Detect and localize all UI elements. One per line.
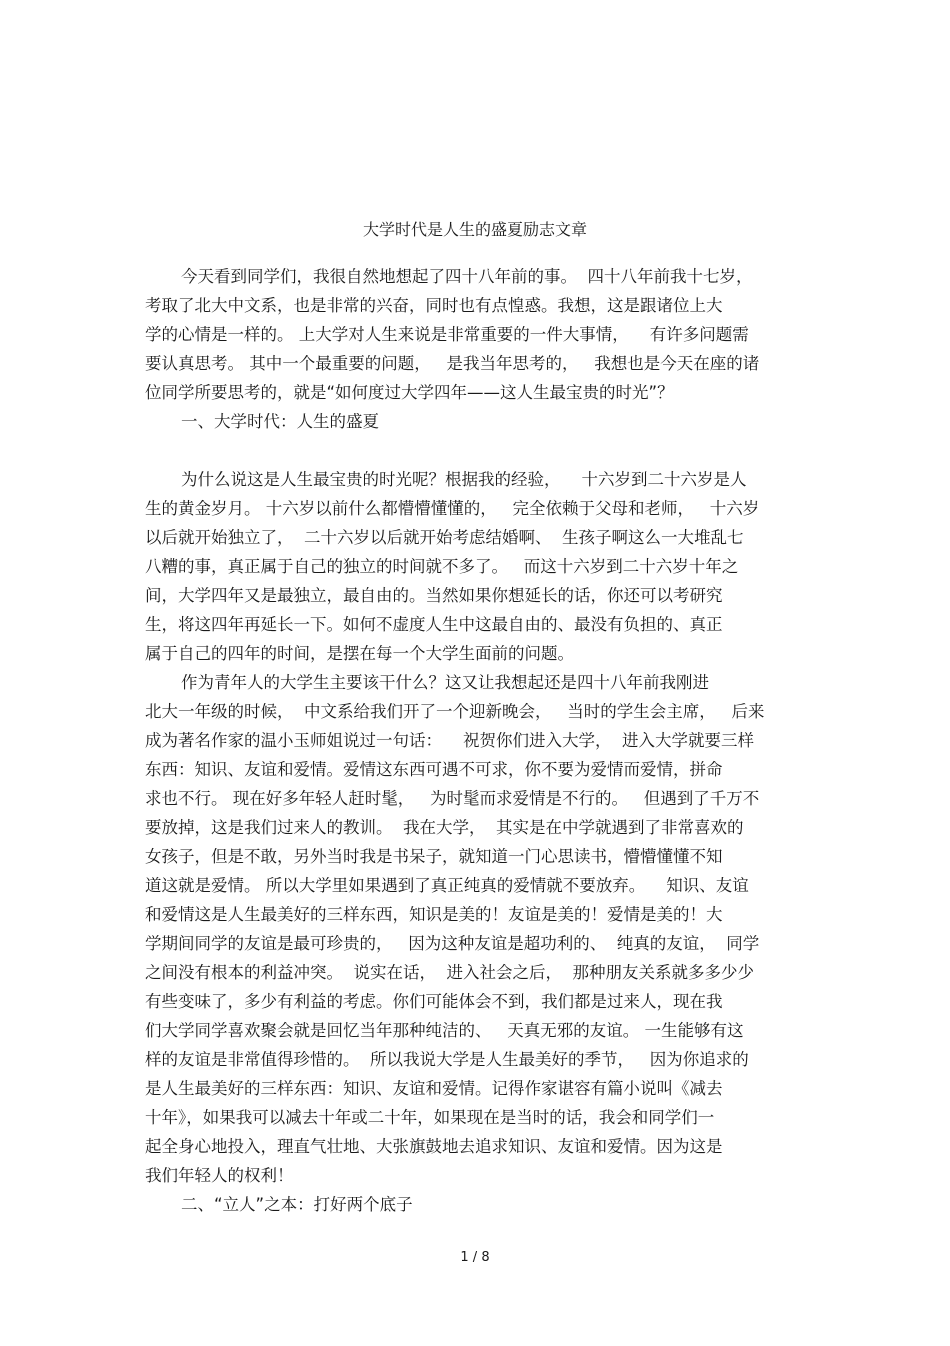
text-line: 属于自己的四年的时间，是摆在每一个大学生面前的问题。 xyxy=(145,644,574,663)
blank-line xyxy=(145,436,815,465)
text-line: 生的黄金岁月。 十六岁以前什么都懵懵懂懂的， 完全依赖于父母和老师， 十六岁 xyxy=(145,499,760,518)
text-line: 女孩子，但是不敢，另外当时我是书呆子，就知道一门心思读书，懵懵懂懂不知 xyxy=(145,847,723,866)
text-line: 间，大学四年又是最独立，最自由的。当然如果你想延长的话，你还可以考研究 xyxy=(145,586,723,605)
text-line: 样的友谊是非常值得珍惜的。 所以我说大学是人生最美好的季节， 因为你追求的 xyxy=(145,1050,749,1069)
text-line: 成为著名作家的温小玉师姐说过一句话： 祝贺你们进入大学， 进入大学就要三样 xyxy=(145,731,754,750)
page-number: 1 / 8 xyxy=(460,1250,490,1265)
text-line: 之间没有根本的利益冲突。 说实在话， 进入社会之后， 那种朋友关系就多多少少 xyxy=(145,963,754,982)
document-title: 大学时代是人生的盛夏励志文章 xyxy=(362,220,587,239)
text-line: 东西：知识、友谊和爱情。爱情这东西可遇不可求，你不要为爱情而爱情，拼命 xyxy=(145,760,723,779)
text-line: 考取了北大中文系，也是非常的兴奋，同时也有点惶惑。我想，这是跟诸位上大 xyxy=(145,296,723,315)
text-line: 学期间同学的友谊是最可珍贵的， 因为这种友谊是超功利的、 纯真的友谊， 同学 xyxy=(145,934,760,953)
text-line: 和爱情这是人生最美好的三样东西，知识是美的！友谊是美的！爱情是美的！大 xyxy=(145,905,723,924)
text-line: 一、大学时代：人生的盛夏 xyxy=(181,412,379,431)
text-line: 十年》，如果我可以减去十年或二十年，如果现在是当时的话，我会和同学们一 xyxy=(145,1108,715,1127)
text-line: 北大一年级的时候， 中文系给我们开了一个迎新晚会， 当时的学生会主席， 后来 xyxy=(145,702,765,721)
text-line: 要认真思考。 其中一个最重要的问题， 是我当年思考的， 我想也是今天在座的诸 xyxy=(145,354,760,373)
text-line: 位同学所要思考的，就是“如何度过大学四年——这人生最宝贵的时光”？ xyxy=(145,383,674,402)
text-line: 作为青年人的大学生主要该干什么？这又让我想起还是四十八年前我刚进 xyxy=(181,673,709,692)
text-line: 二、“立人”之本：打好两个底子 xyxy=(181,1195,413,1214)
text-line: 有些变味了，多少有利益的考虑。你们可能体会不到，我们都是过来人，现在我 xyxy=(145,992,723,1011)
text-line: 八糟的事，真正属于自己的独立的时间就不多了。 而这十六岁到二十六岁十年之 xyxy=(145,557,739,576)
document-body xyxy=(145,262,815,1219)
text-line: 要放掉，这是我们过来人的教训。 我在大学， 其实是在中学就遇到了非常喜欢的 xyxy=(145,818,744,837)
text-line: 是人生最美好的三样东西：知识、友谊和爱情。记得作家谌容有篇小说叫《减去 xyxy=(145,1079,723,1098)
text-line: 生，将这四年再延长一下。如何不虚度人生中这最自由的、最没有负担的、真正 xyxy=(145,615,723,634)
text-line: 今天看到同学们，我很自然地想起了四十八年前的事。 四十八年前我十七岁， xyxy=(181,267,753,286)
text-line: 我们年轻人的权利！ xyxy=(145,1166,294,1185)
text-line: 学的心情是一样的。 上大学对人生来说是非常重要的一件大事情， 有许多问题需 xyxy=(145,325,749,344)
text-line: 求也不行。 现在好多年轻人赶时髦， 为时髦而求爱情是不行的。 但遇到了千万不 xyxy=(145,789,760,808)
text-line: 以后就开始独立了， 二十六岁以后就开始考虑结婚啊、 生孩子啊这么一大堆乱七 xyxy=(145,528,744,547)
text-line: 起全身心地投入，理直气壮地、大张旗鼓地去追求知识、友谊和爱情。因为这是 xyxy=(145,1137,723,1156)
text-line: 道这就是爱情。 所以大学里如果遇到了真正纯真的爱情就不要放弃。 知识、友谊 xyxy=(145,876,749,895)
text-line: 为什么说这是人生最宝贵的时光呢？根据我的经验， 十六岁到二十六岁是人 xyxy=(181,470,747,489)
text-line: 们大学同学喜欢聚会就是回忆当年那种纯洁的、 天真无邪的友谊。 一生能够有这 xyxy=(145,1021,744,1040)
